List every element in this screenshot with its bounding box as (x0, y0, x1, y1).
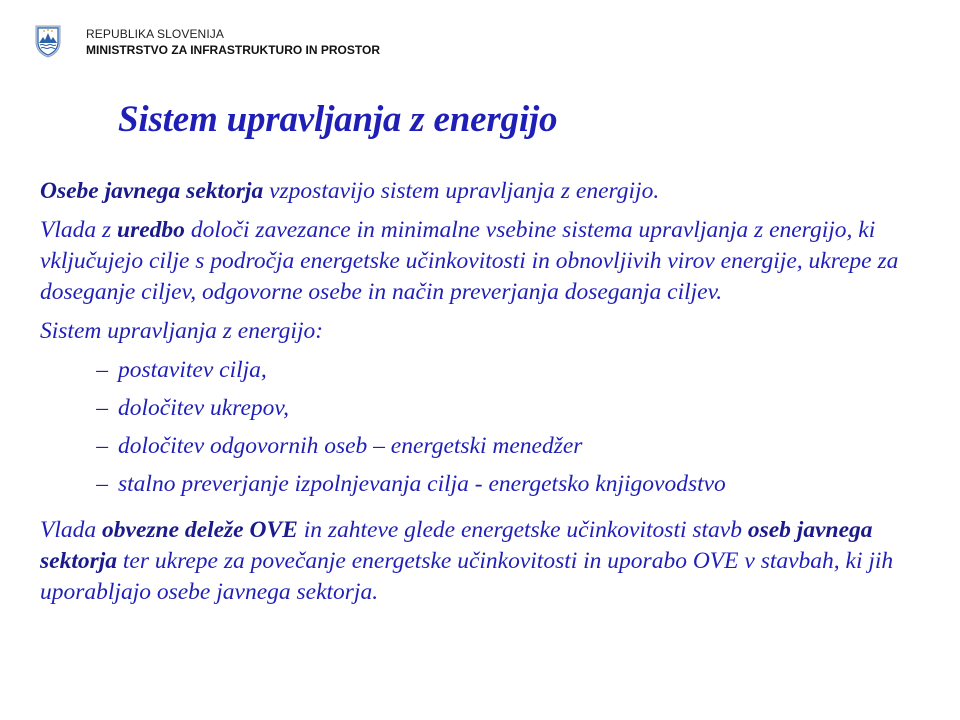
paragraph-1 (40, 176, 940, 207)
paragraph-3 (40, 316, 940, 347)
list-item (40, 431, 940, 469)
ministry-header (34, 24, 380, 58)
paragraph-2 (40, 215, 940, 308)
bullet-dash: – (96, 395, 108, 421)
paragraph-1-text: vzpostavijo sistem upravljanja z energijo. (263, 178, 660, 204)
paragraph-2-text-2: določi zavezance in minimalne vsebine sistema upravljanja z energijo, ki vključujejo cilje s področja energetske učinkovitosti in obnovljivih virov energije, ukrepe za doseganje ciljev, odgovorne osebe in način preverjanja doseganja ciljev. (40, 217, 899, 305)
bullet-dash: – (96, 433, 108, 459)
bullet-list (40, 355, 940, 507)
paragraph-4-bold-1: obvezne deleže OVE (102, 517, 298, 543)
slide-title: Sistem upravljanja z energijo (118, 99, 558, 140)
paragraph-1-bold: Osebe javnega sektorja (40, 178, 264, 204)
slovenia-coat-of-arms-icon (34, 24, 62, 58)
list-item-text: določitev ukrepov, (118, 395, 289, 421)
list-item-text: stalno preverjanje izpolnjevanja cilja - energetsko knjigovodstvo (118, 471, 726, 497)
header-text (86, 24, 380, 58)
bullet-dash: – (96, 471, 108, 497)
paragraph-3-text: Sistem upravljanja z energijo: (40, 318, 324, 344)
list-item (40, 469, 940, 507)
slide-body (40, 176, 940, 616)
paragraph-4-text-2: in zahteve glede energetske učinkovitosti stavb (297, 517, 748, 543)
list-item (40, 355, 940, 393)
paragraph-4-text-1: Vlada (40, 517, 103, 543)
header-country: REPUBLIKA SLOVENIJA (86, 27, 224, 41)
list-item-text: določitev odgovornih oseb – energetski menedžer (118, 433, 583, 459)
paragraph-2-text-1: Vlada z (40, 217, 118, 243)
paragraph-2-bold: uredbo (117, 217, 185, 243)
paragraph-4-bold-2: oseb javnega sektorja (40, 517, 873, 574)
header-ministry: MINISTRSTVO ZA INFRASTRUKTURO IN PROSTOR (86, 43, 380, 57)
list-item-text: postavitev cilja, (118, 357, 267, 383)
bullet-dash: – (96, 357, 108, 383)
list-item (40, 393, 940, 431)
paragraph-4-text-3: ter ukrepe za povečanje energetske učinkovitosti in uporabo OVE v stavbah, ki jih uporabljajo osebe javnega sektorja. (40, 548, 894, 605)
paragraph-4 (40, 515, 940, 608)
